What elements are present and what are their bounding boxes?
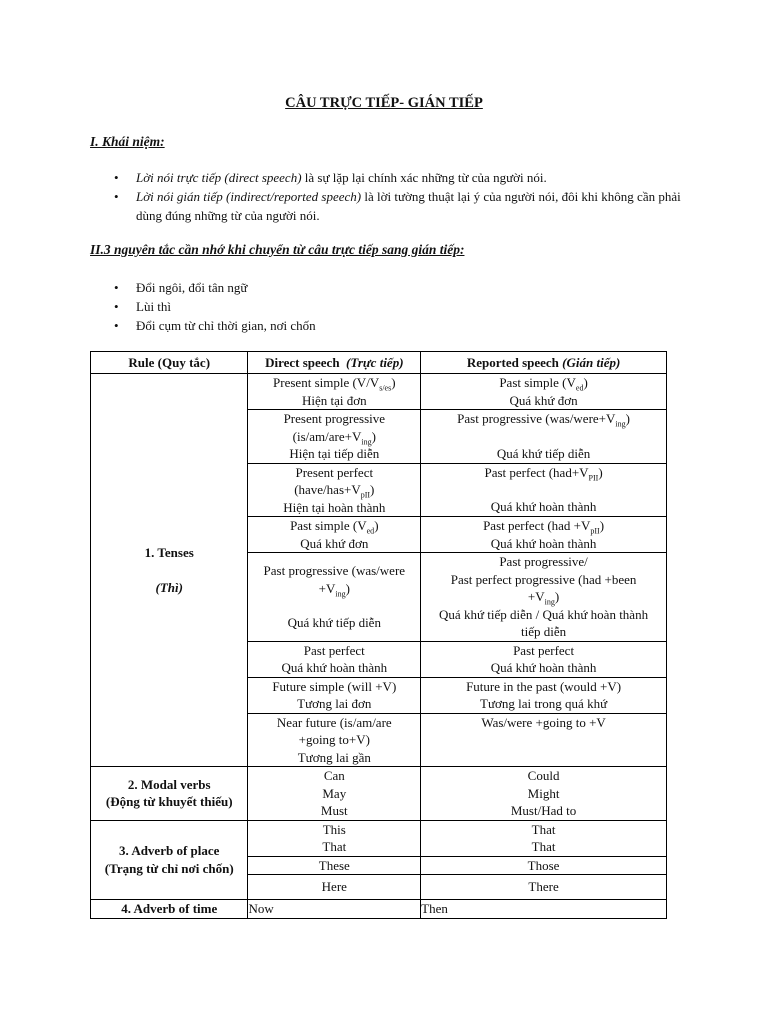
direct-cell: These — [248, 856, 421, 875]
table-row — [91, 767, 667, 821]
principles-list — [90, 278, 690, 335]
table-row — [91, 374, 667, 410]
definition-item: • Lời nói gián tiếp (indirect/reported speech) là lời tường thuật lại ý của người nói, đôi khi không cần phải dùng đúng những từ của người nói. — [90, 187, 690, 225]
direct-cell: Future simple (will +V) Tương lai đơn — [248, 677, 421, 713]
reported-cell: Past progressive $(was/were+V_{ing})$ Quá khứ tiếp diễn — [421, 410, 667, 464]
reported-cell: Future in the past (would +V) Tương lai trong quá khứ — [421, 677, 667, 713]
header-reported: Reported speech (Gián tiếp) — [421, 352, 667, 374]
reported-cell: Then — [421, 900, 667, 919]
definition-item: • Lời nói trực tiếp (direct speech) là sự lặp lại chính xác những từ của người nói. — [90, 168, 690, 187]
direct-cell: Here — [248, 875, 421, 900]
rule-adverb-of-place: 3. Adverb of place (Trạng từ chỉ nơi chốn) — [91, 820, 248, 900]
reported-cell: Could Might Must/Had to — [421, 767, 667, 821]
header-rule: Rule (Quy tắc) — [91, 352, 248, 374]
table-row — [91, 820, 667, 856]
table-row — [91, 900, 667, 919]
table-header-row — [91, 352, 667, 374]
rule-tenses: 1. Tenses (Thì) — [91, 374, 248, 767]
direct-cell: Past progressive (was/were $+V_{ing}$) Quá khứ tiếp diễn — [248, 553, 421, 642]
section-2-heading: II.3 nguyên tắc cần nhớ khi chuyển từ câu trực tiếp sang gián tiếp: — [90, 242, 465, 257]
reported-cell: That That — [421, 820, 667, 856]
reported-cell: Past perfect $(had+V_{PII})$ Quá khứ hoàn thành — [421, 463, 667, 517]
reported-cell: Past progressive/ Past perfect progressive (had +been $+V_{ing}$) Quá khứ tiếp diễn / Quá khứ hoàn thành tiếp diễn — [421, 553, 667, 642]
principle-item: • Đổi ngôi, đổi tân ngữ — [90, 278, 690, 297]
direct-cell: Can May Must — [248, 767, 421, 821]
conversion-rules-table — [90, 351, 667, 919]
definition-list — [90, 168, 690, 225]
rule-modal-verbs: 2. Modal verbs (Động từ khuyết thiếu) — [91, 767, 248, 821]
reported-cell: Past perfect Quá khứ hoàn thành — [421, 641, 667, 677]
reported-cell: There — [421, 875, 667, 900]
direct-cell: This That — [248, 820, 421, 856]
direct-cell: Near future (is/am/are +going to+V) Tương lai gần — [248, 713, 421, 767]
principle-item: • Lùi thì — [90, 297, 690, 316]
direct-cell: Past perfect Quá khứ hoàn thành — [248, 641, 421, 677]
principle-item: • Đổi cụm từ chỉ thời gian, nơi chốn — [90, 316, 690, 335]
header-direct: Direct speech (Trực tiếp) — [248, 352, 421, 374]
direct-cell: Past simple $(V_{ed})$ Quá khứ đơn — [248, 517, 421, 553]
direct-cell: Now — [248, 900, 421, 919]
direct-cell: Present perfect $(have/has+V_{pII})$ Hiện tại hoàn thành — [248, 463, 421, 517]
direct-cell: Present simple $(V/V_{s/es})$ Hiện tại đơn — [248, 374, 421, 410]
rule-adverb-of-time: 4. Adverb of time — [91, 900, 248, 919]
reported-cell: Past perfect $(had +V_{pII})$ Quá khứ hoàn thành — [421, 517, 667, 553]
reported-cell: Those — [421, 856, 667, 875]
reported-cell: Was/were +going to +V — [421, 713, 667, 767]
section-1-heading: I. Khái niệm: — [90, 134, 165, 149]
direct-cell: Present progressive $(is/am/are+V_{ing})$ Hiện tại tiếp diễn — [248, 410, 421, 464]
document-title: CÂU TRỰC TIẾP- GIÁN TIẾP — [285, 95, 483, 111]
reported-cell: Past simple $(V_{ed})$ Quá khứ đơn — [421, 374, 667, 410]
